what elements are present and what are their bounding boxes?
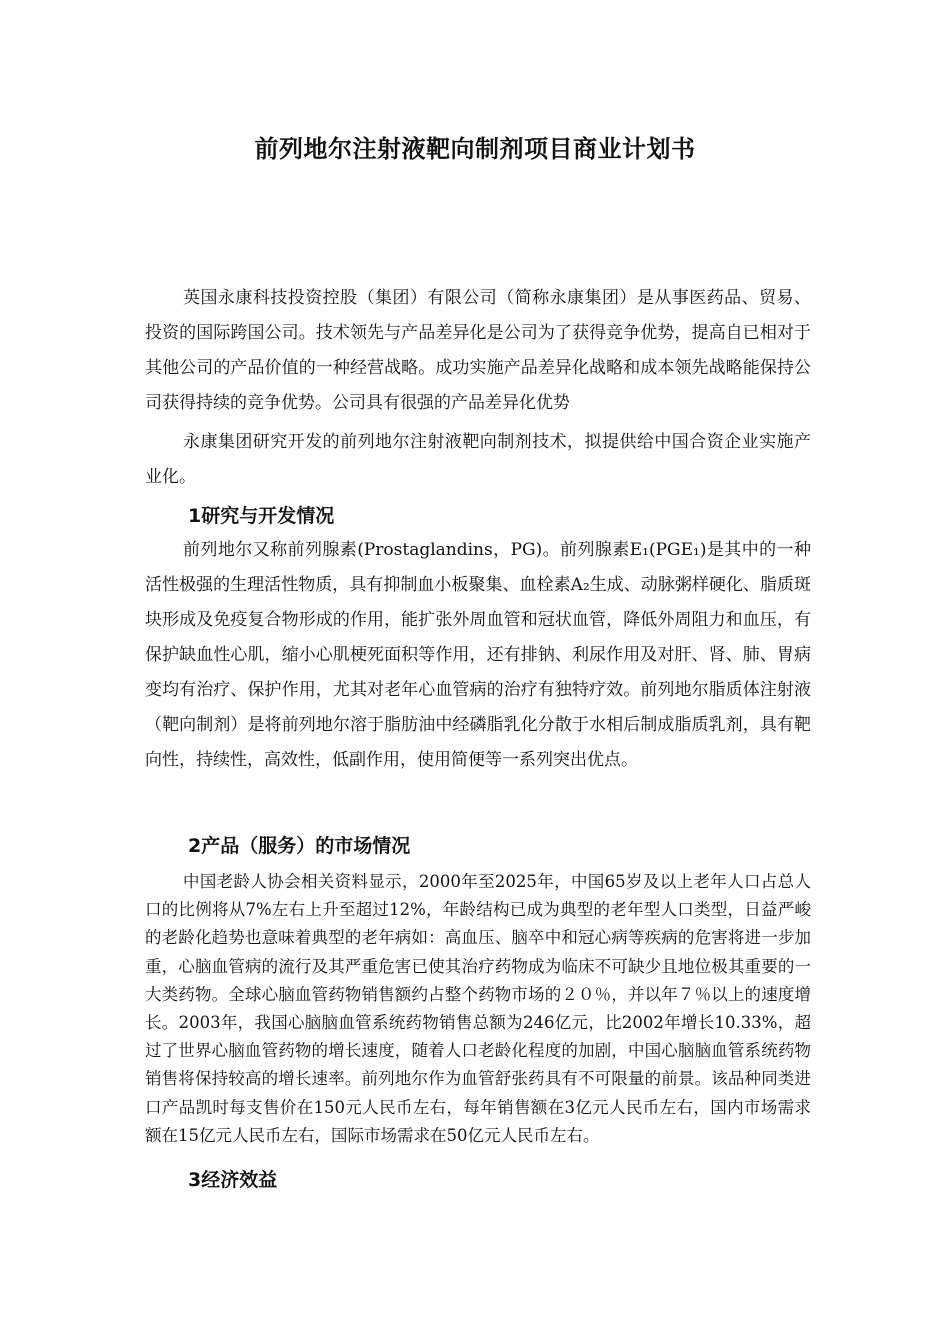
section-heading-economics: 3经济效益 — [188, 1169, 278, 1191]
section-body-market: 中国老龄人协会相关资料显示，2000年至2025年，中国65岁及以上老年人口占总人口的比例将从7%左右上升至超过12%，年龄结构已成为典型的老年型人口类型，日益严峻的老龄化趋势也意味着典型的老年病如：高血压、脑卒中和冠心病等疾病的危害将进一步加重，心脑血管病的流行及其严重危害已使其治疗药物成为临床不可缺少且地位极其重要的一大类药物。全球心脑血管药物销售额约占整个药物市场的２０％，并以年７％以上的速度增长。2003年，我国心脑脑血管系统药物销售总额为246亿元，比2002年增长10.33%，超过了世界心脑血管药物的增长速度，随着人口老龄化程度的加剧，中国心脑脑血管系统药物销售将保持较高的增长速率。前列地尔作为血管舒张药具有不可限量的前景。该品种同类进口产品凯时每支售价在150元人民币左右，每年销售额在3亿元人民币左右，国内市场需求额在15亿元人民币左右，国际市场需求在50亿元人民币左右。 — [145, 872, 811, 1145]
intro-paragraph-company: 英国永康科技投资控股（集团）有限公司（简称永康集团）是从事医药品、贸易、投资的国际跨国公司。技术领先与产品差异化是公司为了获得竞争优势，提高自已相对于其他公司的产品价值的一种经营战略。成功实施产品差异化战略和成本领先战略能保持公司获得持续的竞争优势。公司具有很强的产品差异化优势 — [145, 288, 811, 413]
section-body-rnd: 前列地尔又称前列腺素(Prostaglandins，PG)。前列腺素E₁(PGE₁)是其中的一种活性极强的生理活性物质，具有抑制血小板聚集、血栓素A₂生成、动脉粥样硬化、脂质斑块形成及免疫复合物形成的作用，能扩张外周血管和冠状血管，降低外周阻力和血压，有保护缺血性心肌，缩小心肌梗死面积等作用，还有排钠、利尿作用及对肝、肾、肺、胃病变均有治疗、保护作用，尤其对老年心血管病的治疗有独特疗效。前列地尔脂质体注射液（靶向制剂）是将前列地尔溶于脂肪油中经磷脂乳化分散于水相后制成脂质乳剂，具有靶向性，持续性，高效性，低副作用，使用简便等一系列突出优点。 — [145, 540, 811, 770]
document-title: 前列地尔注射液靶向制剂项目商业计划书 — [254, 135, 696, 163]
section-heading-rnd: 1研究与开发情况 — [188, 505, 335, 527]
section-heading-market: 2产品（服务）的市场情况 — [188, 835, 411, 857]
intro-paragraph-technology: 永康集团研究开发的前列地尔注射液靶向制剂技术，拟提供给中国合资企业实施产业化。 — [145, 432, 811, 487]
